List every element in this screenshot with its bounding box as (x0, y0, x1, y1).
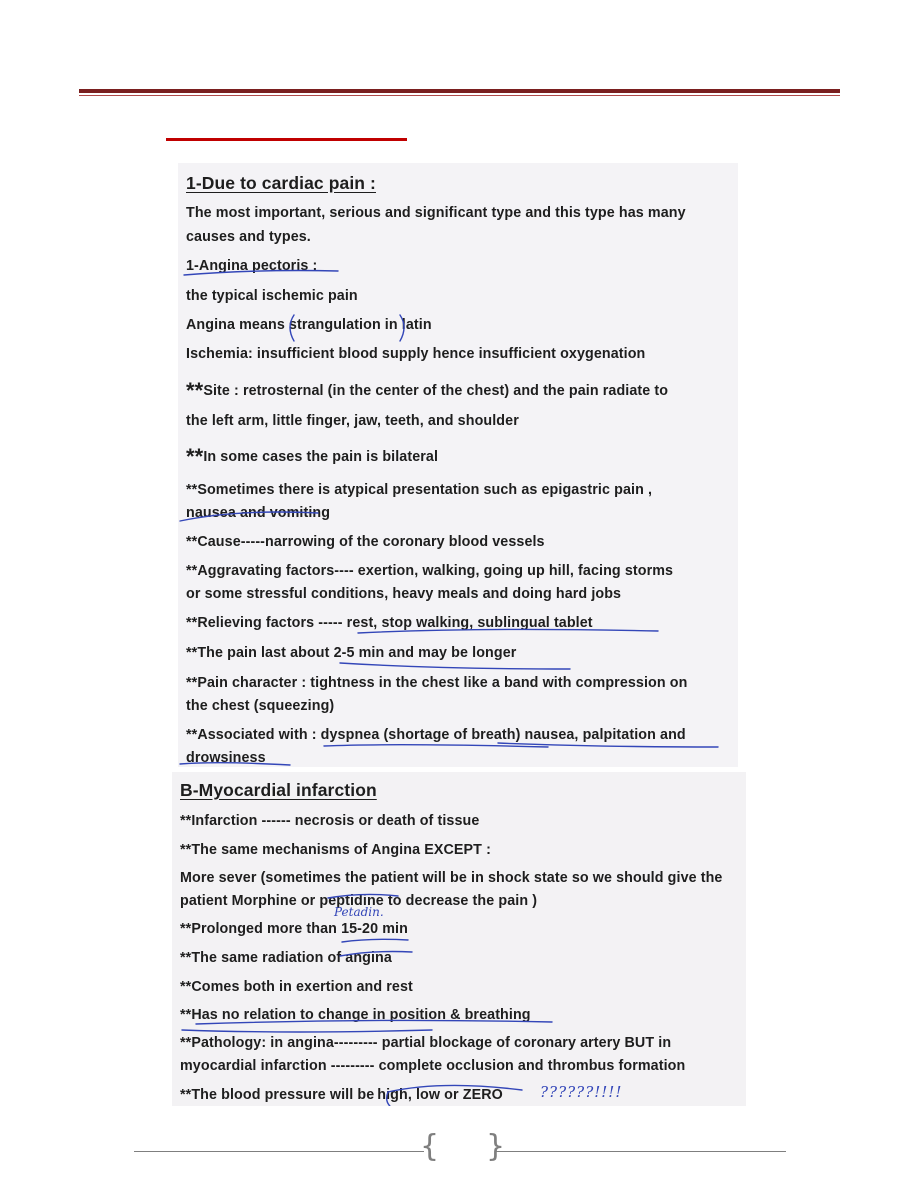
bilateral-text: In some cases the pain is bilateral (203, 449, 439, 465)
site-line-2: the left arm, little finger, jaw, teeth, and shoulder (186, 413, 519, 429)
ischemia-line: Ischemia: insufficient blood supply hence insufficient oxygenation (186, 346, 646, 362)
intro-line-2: causes and types. (186, 229, 311, 245)
cause-line: **Cause-----narrowing of the coronary blood vessels (186, 534, 545, 550)
scan-angina (178, 163, 738, 767)
scan-myocardial-infarction (172, 772, 746, 1106)
section-title-mi: B-Myocardial infarction (180, 780, 377, 800)
subtitle-angina: 1-Angina pectoris : (186, 258, 318, 274)
comes-both-line: **Comes both in exertion and rest (180, 979, 413, 995)
infarction-line: **Infarction ------ necrosis or death of tissue (180, 813, 480, 829)
bp-text-b: high, low or ZERO (377, 1087, 503, 1103)
aggravating-line-1: **Aggravating factors---- exertion, walking, going up hill, facing storms (186, 563, 674, 579)
more-sever-line-2: patient Morphine or peptidine to decrease the pain ) (180, 893, 538, 909)
intro-line-1: The most important, serious and significant type and this type has many (186, 205, 686, 221)
handwritten-scribble: ??????!!!! (540, 1083, 623, 1101)
footer-close-brace: } (486, 1129, 506, 1164)
associated-line-2: drowsiness (186, 750, 266, 766)
duration-line: **The pain last about 2-5 min and may be longer (186, 645, 517, 661)
site-line-1 (186, 378, 668, 404)
associated-line-1: **Associated with : dyspnea (shortage of breath) nausea, palpitation and (186, 727, 686, 743)
character-line-2: the chest (squeezing) (186, 698, 335, 714)
stars-marker: ** (186, 378, 204, 403)
atypical-line-1: **Sometimes there is atypical presentation such as epigastric pain , (186, 482, 653, 498)
header-rule (79, 89, 840, 93)
atypical-line-2: nausea and vomiting (186, 505, 331, 521)
prolonged-line: **Prolonged more than 15-20 min (180, 921, 408, 937)
header-rule-thin (79, 95, 840, 96)
more-sever-line-1: More sever (sometimes the patient will be in shock state so we should give the (180, 870, 723, 886)
bp-text-a: **The blood pressure will be (180, 1087, 375, 1103)
no-relation-line: **Has no relation to change in position & breathing (180, 1007, 531, 1023)
stars-marker: ** (186, 444, 204, 469)
angina-means-b: strangulation (288, 317, 381, 333)
pathology-line-1: **Pathology: in angina--------- partial blockage of coronary artery BUT in (180, 1035, 672, 1051)
section-title: 1-Due to cardiac pain : (186, 173, 376, 193)
pathology-line-2: myocardial infarction --------- complete occlusion and thrombus formation (180, 1058, 686, 1074)
same-mech-line: **The same mechanisms of Angina EXCEPT : (180, 842, 491, 858)
handwritten-note: Petadin. (334, 905, 384, 919)
aggravating-line-2: or some stressful conditions, heavy meals and doing hard jobs (186, 586, 622, 602)
footer-open-brace: { (420, 1129, 440, 1164)
radiation-line: **The same radiation of angina (180, 950, 392, 966)
bp-line (180, 1087, 503, 1103)
site-text-1: Site : retrosternal (in the center of the chest) and the pain radiate to (203, 383, 669, 399)
footer-rule-right (496, 1151, 786, 1152)
relieving-line: **Relieving factors ----- rest, stop walking, sublingual tablet (186, 615, 593, 631)
bilateral-line (186, 444, 438, 470)
heading-underline (166, 138, 407, 141)
angina-means-c: in latin (384, 317, 432, 333)
character-line-1: **Pain character : tightness in the chest like a band with compression on (186, 675, 688, 691)
typical-line: the typical ischemic pain (186, 288, 358, 304)
footer-rule-left (134, 1151, 424, 1152)
angina-means-line (186, 317, 432, 333)
angina-means-a: Angina means (186, 317, 285, 333)
